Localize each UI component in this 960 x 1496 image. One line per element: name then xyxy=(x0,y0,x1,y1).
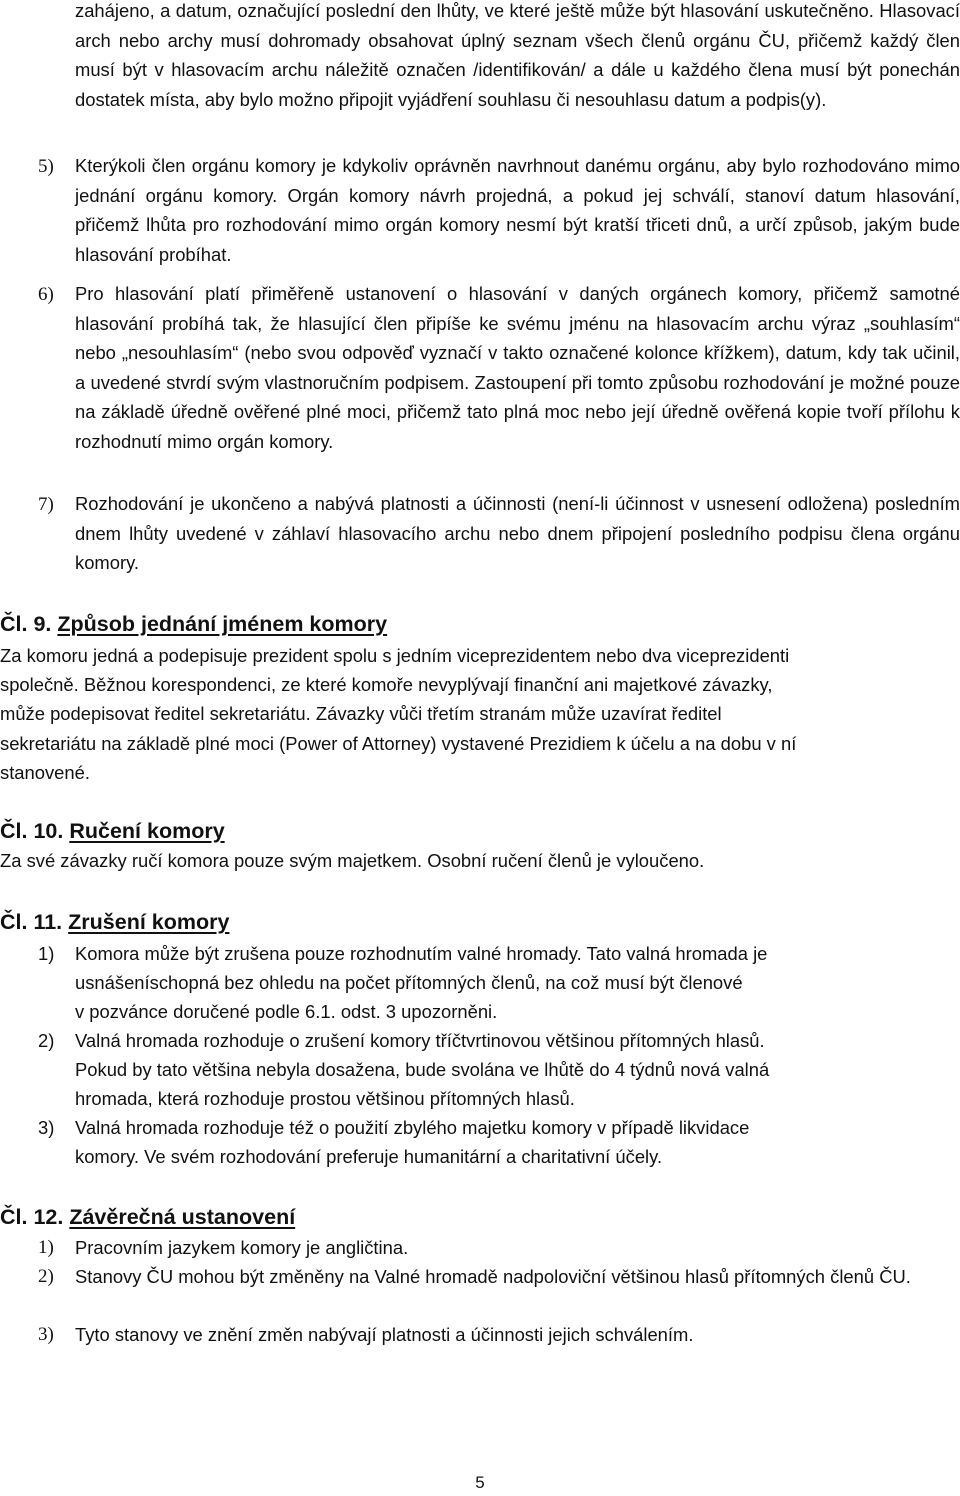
article-title: Způsob jednání jménem komory xyxy=(57,612,388,636)
article-label: Čl. 12. xyxy=(0,1205,64,1229)
item-line: Valná hromada rozhoduje o zrušení komory tříčtvrtinovou většinou přítomných hlasů. xyxy=(75,1030,765,1051)
item-line: komory. Ve svém rozhodování preferuje humanitární a charitativní účely. xyxy=(75,1146,663,1168)
item-number: 3) xyxy=(38,1117,55,1138)
item-text: Tyto stanovy ve znění změn nabývají platnosti a účinnosti jejich schválením. xyxy=(75,1324,694,1345)
page-number: 5 xyxy=(475,1473,485,1492)
item-text xyxy=(75,1026,960,1114)
item-line: v pozvánce doručené podle 6.1. odst. 3 upozorněni. xyxy=(75,1001,498,1023)
article-title: Závěrečná ustanovení xyxy=(69,1205,296,1229)
paragraph-line: může podepisovat ředitel sekretariátu. Závazky vůči třetím stranám může uzavírat ředitel xyxy=(0,703,722,725)
item-number: 5) xyxy=(38,156,54,177)
item-number: 3) xyxy=(38,1324,54,1345)
item-number: 1) xyxy=(38,1237,54,1258)
article-paragraph: Za své závazky ručí komora pouze svým majetkem. Osobní ručení členů je vyloučeno. xyxy=(0,850,705,871)
article-paragraph xyxy=(0,641,940,787)
article-heading xyxy=(0,907,229,937)
paragraph-line: společně. Běžnou korespondenci, ze které komoře nevyplývají finanční ani majetkové závazky, xyxy=(0,674,773,696)
article-label: Čl. 11. xyxy=(0,910,63,934)
item-number: 7) xyxy=(38,494,54,515)
paragraph-line: sekretariátu na základě plné moci (Power of Attorney) vystavené Prezidiem k účelu a na dobu v ní xyxy=(0,732,797,754)
item-line: Pokud by tato většina nebyla dosažena, bude svolána ve lhůtě do 4 týdnů nová valná xyxy=(75,1059,770,1081)
item-line: hromada, která rozhoduje prostou většinou přítomných hlasů. xyxy=(75,1088,575,1110)
item-number: 6) xyxy=(38,284,54,305)
article-label: Čl. 10. xyxy=(0,819,64,843)
item-text: Rozhodování je ukončeno a nabývá platnosti a účinnosti (není-li účinnost v usnesení odložena) posledním dnem lhůty uvedené v záhlaví hlasovacího archu nebo dnem připojení posledního podpisu člena orgánu komory. xyxy=(75,493,960,574)
item-number: 2) xyxy=(38,1030,55,1051)
item-text: Stanovy ČU mohou být změněny na Valné hromadě nadpoloviční většinou hlasů přítomných členů ČU. xyxy=(75,1266,911,1287)
item-line: Komora může být zrušena pouze rozhodnutím valné hromady. Tato valná hromada je xyxy=(75,943,768,964)
paragraph-line: stanovené. xyxy=(0,761,90,783)
article-heading xyxy=(0,816,225,846)
article-heading xyxy=(0,1202,295,1232)
item-number: 2) xyxy=(38,1266,54,1287)
item-text xyxy=(75,939,960,1027)
article-title: Ručení komory xyxy=(69,819,225,843)
article-heading xyxy=(0,609,387,639)
item-text: Kterýkoli člen orgánu komory je kdykoliv oprávněn navrhnout danému orgánu, aby bylo rozhodováno mimo jednání orgánu komory. Orgán komory návrh projedná, a pokud jej schválí, stanoví datum hlasování, přičemž lhůta pro rozhodování mimo orgán komory nesmí být kratší třiceti dnů, a určí způsob, jakým bude hlasování probíhat. xyxy=(75,155,960,265)
item-text: Pracovním jazykem komory je angličtina. xyxy=(75,1237,409,1258)
item-number: 1) xyxy=(38,943,55,964)
article-title: Zrušení komory xyxy=(68,910,230,934)
paragraph-line: Za komoru jedná a podepisuje prezident spolu s jedním viceprezidentem nebo dva viceprezidenti xyxy=(0,645,790,666)
continuation-paragraph: zahájeno, a datum, označující poslední den lhůty, ve které ještě může být hlasování uskutečněno. Hlasovací arch nebo archy musí dohromady obsahovat úplný seznam všech členů orgánu ČU, přičemž každý člen musí být v hlasovacím archu náležitě označen /identifikován/ a dále u každého člena musí být ponechán dostatek místa, aby bylo možno připojit vyjádření souhlasu či nesouhlasu datum a podpis(y). xyxy=(75,0,960,110)
item-text xyxy=(75,1113,960,1171)
item-line: usnášeníschopná bez ohledu na počet přítomných členů, na což musí být členové xyxy=(75,972,743,994)
article-label: Čl. 9. xyxy=(0,612,52,636)
item-line: Valná hromada rozhoduje též o použití zbylého majetku komory v případě likvidace xyxy=(75,1117,750,1138)
item-text: Pro hlasování platí přiměřeně ustanovení o hlasování v daných orgánech komory, přičemž samotné hlasování probíhá tak, že hlasující člen připíše ke svému jménu na hlasovacím archu výraz „souhlasím“ nebo „nesouhlasím“ (nebo svou odpověď vyznačí v takto označené kolonce křížkem), datum, kdy tak učinil, a uvedené stvrdí svým vlastnoručním podpisem. Zastoupení při tomto způsobu rozhodování je možné pouze na základě úředně ověřené plné moci, přičemž tato plná moc nebo její úředně ověřená kopie tvoří přílohu k rozhodnutí mimo orgán komory. xyxy=(75,283,960,452)
